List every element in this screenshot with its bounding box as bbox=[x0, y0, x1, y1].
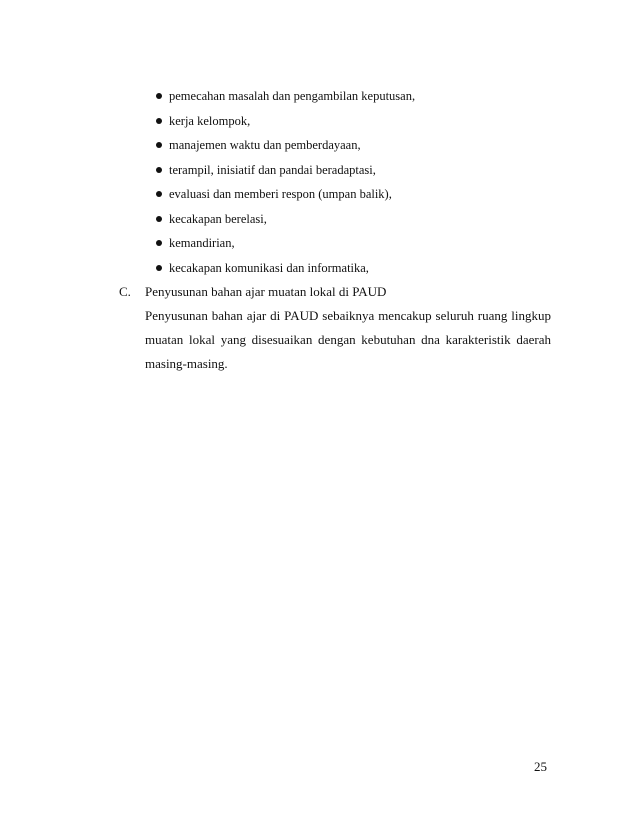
list-item bbox=[156, 233, 415, 258]
list-item bbox=[156, 209, 415, 234]
list-item-text: kecakapan berelasi, bbox=[169, 211, 267, 226]
list-item bbox=[156, 111, 415, 136]
paragraph-line: muatan lokal yang disesuaikan dengan kebutuhan dna karakteristik daerah bbox=[145, 332, 551, 347]
bullet-list bbox=[156, 86, 415, 282]
bullet-icon bbox=[156, 191, 162, 197]
list-item bbox=[156, 135, 415, 160]
bullet-icon bbox=[156, 93, 162, 99]
section-c bbox=[119, 282, 551, 376]
list-item bbox=[156, 258, 415, 283]
section-title: Penyusunan bahan ajar muatan lokal di PAUD bbox=[145, 284, 387, 299]
list-item-text: kemandirian, bbox=[169, 236, 235, 250]
section-heading bbox=[119, 282, 551, 304]
paragraph-line: Penyusunan bahan ajar di PAUD sebaiknya mencakup seluruh ruang lingkup bbox=[145, 308, 551, 323]
list-item bbox=[156, 86, 415, 111]
bullet-icon bbox=[156, 142, 162, 148]
list-item-text: terampil, inisiatif dan pandai beradaptasi, bbox=[169, 162, 376, 177]
list-item-text: kecakapan komunikasi dan informatika, bbox=[169, 260, 369, 275]
section-paragraph bbox=[145, 304, 551, 376]
bullet-icon bbox=[156, 265, 162, 271]
page-number: 25 bbox=[534, 759, 547, 774]
bullet-icon bbox=[156, 118, 162, 124]
list-item bbox=[156, 184, 415, 209]
bullet-icon bbox=[156, 240, 162, 246]
bullet-icon bbox=[156, 167, 162, 173]
list-item-text: manajemen waktu dan pemberdayaan, bbox=[169, 138, 361, 152]
bullet-icon bbox=[156, 216, 162, 222]
list-item-text: evaluasi dan memberi respon (umpan balik), bbox=[169, 187, 392, 201]
paragraph-line: masing-masing. bbox=[145, 356, 228, 371]
section-letter: C. bbox=[119, 284, 131, 299]
list-item-text: pemecahan masalah dan pengambilan keputusan, bbox=[169, 89, 416, 103]
list-item bbox=[156, 160, 415, 185]
list-item-text: kerja kelompok, bbox=[169, 113, 251, 128]
